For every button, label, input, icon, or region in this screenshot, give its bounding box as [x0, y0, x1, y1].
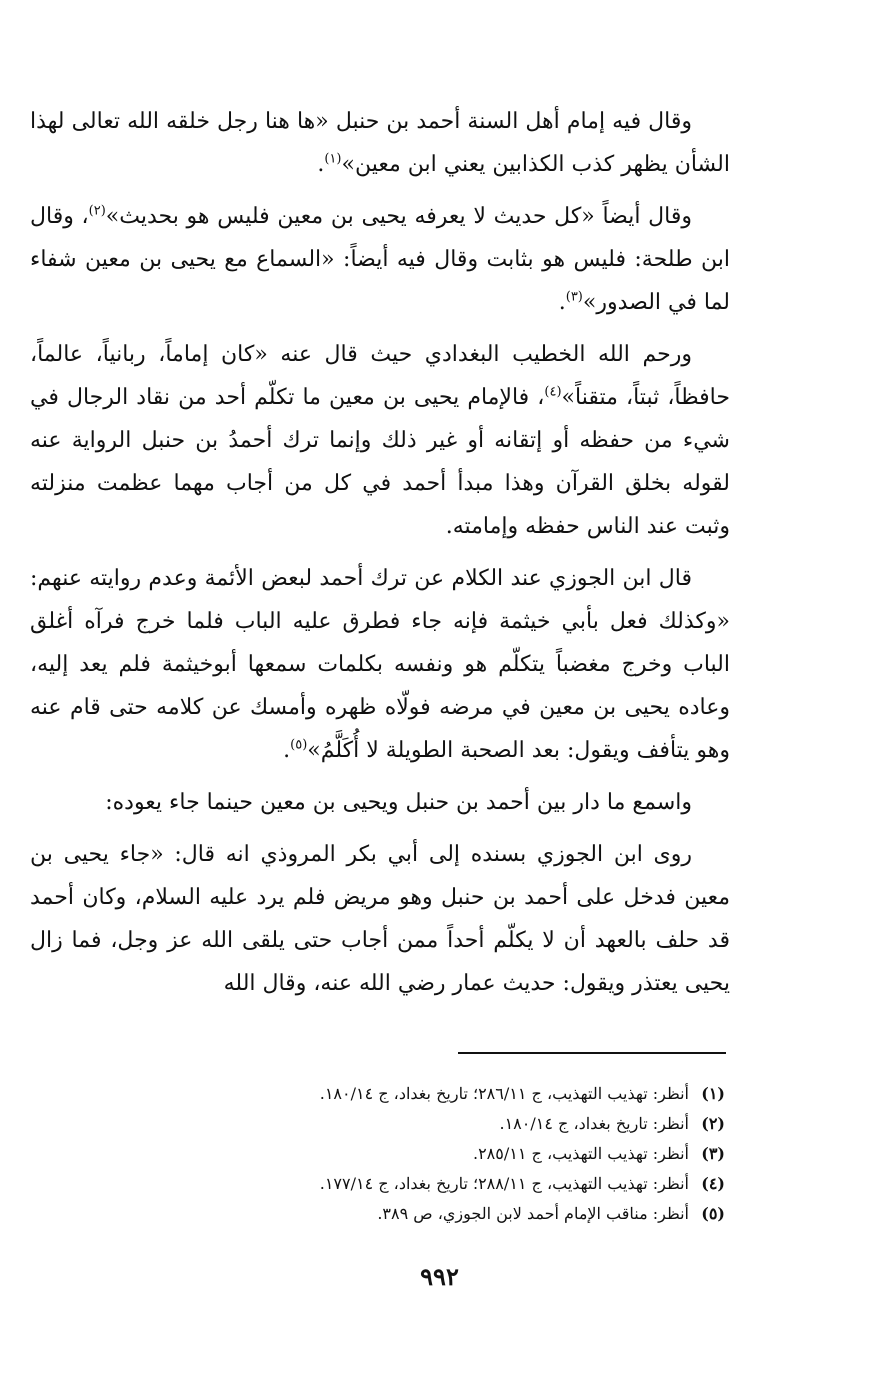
footnote-item	[150, 1079, 725, 1109]
footnote-text: أنظر: تهذيب التهذيب، ج ٢٨٨/١١؛ تاريخ بغداد، ج ١٧٧/١٤.	[319, 1174, 689, 1193]
paragraph	[30, 833, 730, 1005]
footnote-text: أنظر: تاريخ بغداد، ج ١٨٠/١٤.	[499, 1114, 689, 1133]
footnote-marker: (٥)	[701, 1204, 725, 1223]
text-run: واسمع ما دار بين أحمد بن حنبل ويحيى بن معين حينما جاء يعوده:	[105, 790, 692, 815]
text-run: ، فالإمام يحيى بن معين ما تكلّم أحد من نقاد الرجال في شيء من حفظه أو إتقانه أو غير ذلك وإنما ترك أحمدُ بن حنبل الرواية عنه لقوله بخلق القرآن وهذا مبدأ أحمد في كل من أجاب مهما عظمت منزلته وثبت عند الناس حفظه وإمامته.	[30, 385, 730, 539]
paragraph	[30, 333, 730, 548]
footnote-marker: (٤)	[701, 1174, 725, 1193]
paragraph	[30, 781, 730, 824]
text-run: وقال فيه إمام أهل السنة أحمد بن حنبل «ها هنا رجل خلقه الله تعالى لهذا الشأن يظهر كذب الكذابين يعني ابن معين»	[30, 109, 730, 177]
text-run: .	[283, 738, 291, 763]
paragraph	[30, 195, 730, 324]
footnote-text: أنظر: تهذيب التهذيب، ج ٢٨٦/١١؛ تاريخ بغداد، ج ١٨٠/١٤.	[319, 1084, 689, 1103]
text-run: .	[317, 152, 325, 177]
footnote-item	[150, 1199, 725, 1229]
footnote-marker: (٣)	[701, 1144, 725, 1163]
footnote-marker: (٢)	[701, 1114, 725, 1133]
text-run: روى ابن الجوزي بسنده إلى أبي بكر المروذي انه قال: «جاء يحيى بن معين فدخل على أحمد بن حنبل وهو مريض فلم يرد عليه السلام، وكان أحمد قد حلف بالعهد أن لا يكلّم أحداً ممن أجاب حتى يلقى الله عز وجل، فما زال يحيى يعتذر ويقول: حديث عمار رضي الله عنه، وقال الله	[30, 842, 730, 996]
footnotes-list	[150, 1079, 725, 1229]
footnote-ref[interactable]: (١)	[324, 151, 342, 167]
footnote-ref[interactable]: (٥)	[290, 737, 308, 753]
footnote-ref[interactable]: (٤)	[544, 384, 562, 400]
footnote-item	[150, 1169, 725, 1199]
footnote-item	[150, 1139, 725, 1169]
text-run: وقال أيضاً «كل حديث لا يعرفه يحيى بن معين فليس هو بحديث»	[105, 204, 693, 229]
footnote-ref[interactable]: (٢)	[88, 203, 106, 219]
main-text	[30, 100, 730, 1005]
text-run: ، وقال ابن طلحة: فليس هو بثابت وقال فيه أيضاً: «السماع مع يحيى بن معين شفاء لما في الصدور»	[30, 204, 730, 315]
paragraph	[30, 557, 730, 772]
footnote-divider	[458, 1052, 726, 1054]
page-number: ٩٩٢	[420, 1262, 459, 1291]
footnote-text: أنظر: تهذيب التهذيب، ج ٢٨٥/١١.	[472, 1144, 689, 1163]
text-run: ورحم الله الخطيب البغدادي حيث قال عنه «كان إماماً، ربانياً، عالماً، حافظاً، ثبتاً، متقناً»	[30, 342, 730, 410]
footnote-ref[interactable]: (٣)	[565, 289, 583, 305]
text-run: .	[558, 290, 566, 315]
footnote-text: أنظر: مناقب الإمام أحمد لابن الجوزي، ص ٣٨٩.	[377, 1204, 689, 1223]
footnote-item	[150, 1109, 725, 1139]
paragraph	[30, 100, 730, 186]
footnote-marker: (١)	[701, 1084, 725, 1103]
text-run: قال ابن الجوزي عند الكلام عن ترك أحمد لبعض الأئمة وعدم روايته عنهم: «وكذلك فعل بأبي خيثمة فإنه جاء فطرق عليه الباب فلما خرج فرآه أغلق الباب وخرج مغضباً يتكلّم هو ونفسه بكلمات سمعها أبوخيثمة فلم يعد إليه، وعاده يحيى بن معين في مرضه فولّاه ظهره وأمسك عن كلامه حتى قام عنه وهو يتأفف ويقول: بعد الصحبة الطويلة لا أُكَلَّمُ»	[30, 566, 730, 763]
